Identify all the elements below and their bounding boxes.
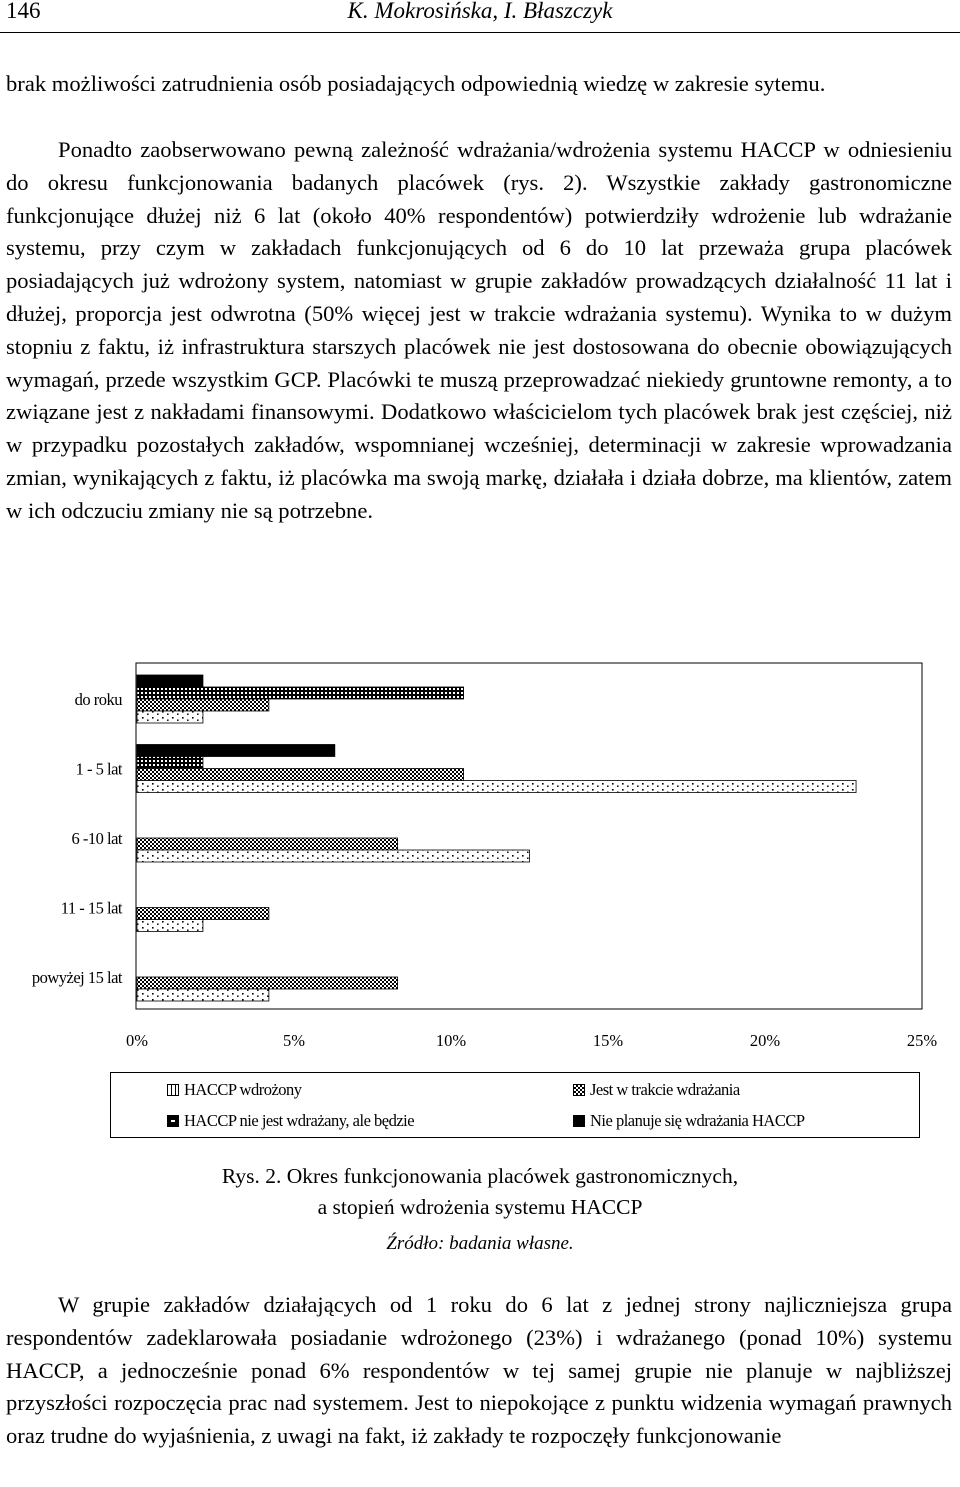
chart-legend xyxy=(110,1072,920,1138)
legend-swatch-dots xyxy=(167,1084,179,1096)
legend-item-w-trakcie xyxy=(573,1080,740,1100)
bar-grid xyxy=(137,687,464,699)
paragraph-3: W grupie zakładów działających od 1 roku do 6 lat z jednej strony najliczniejsza grupa respondentów zadeklarowała posiadanie wdrożonego (23%) i wdrażanego (ponad 10%) systemu HACCP, a jednocześnie ponad 6% respondentów w tej samej grupie nie planuje w najbliższej przyszłości rozpoczęcia prac nad systemem. Jest to niepokojące z punktu widzenia wymagań prawnych oraz trudne do wyjaśnienia, z uwagi na fakt, iż zakłady te rozpoczęły funkcjonowanie xyxy=(6,1292,952,1449)
legend-label: Nie planuje się wdrażania HACCP xyxy=(590,1111,805,1130)
category-label: do roku xyxy=(74,690,122,709)
legend-item-bedzie xyxy=(167,1111,414,1131)
running-title: K. Mokrosińska, I. Błaszczyk xyxy=(347,0,613,23)
bar-dots xyxy=(137,850,530,862)
bar-dots xyxy=(137,781,856,793)
category-label: 6 -10 lat xyxy=(71,829,122,848)
category-label: powyżej 15 lat xyxy=(31,968,122,987)
x-tick-label: 15% xyxy=(592,1031,624,1050)
legend-swatch-grid xyxy=(167,1115,179,1127)
page-number: 146 xyxy=(6,0,41,23)
legend-item-nie-planuje xyxy=(573,1111,805,1131)
bar-crosshatch xyxy=(137,769,464,781)
bar-crosshatch xyxy=(137,838,398,850)
legend-item-wdrozony xyxy=(167,1080,302,1100)
bar-solid xyxy=(137,745,335,757)
bar-crosshatch xyxy=(137,699,269,711)
bar-solid xyxy=(137,675,203,687)
bar-crosshatch xyxy=(137,977,398,989)
legend-swatch-solid xyxy=(573,1115,585,1127)
bar-dots xyxy=(137,989,269,1001)
x-tick-label: 20% xyxy=(749,1031,781,1050)
page-header xyxy=(0,0,960,33)
figure-source: Źródło: badania własne. xyxy=(386,1233,574,1254)
category-label: 1 - 5 lat xyxy=(75,759,122,779)
bar-dots xyxy=(137,711,203,723)
x-tick-label: 10% xyxy=(435,1031,467,1050)
legend-swatch-crosshatch xyxy=(573,1084,585,1096)
x-tick-label: 0% xyxy=(126,1031,148,1050)
bar-grid xyxy=(137,757,203,769)
legend-label: Jest w trakcie wdrażania xyxy=(590,1080,740,1099)
figure-caption-line2: a stopień wdrożenia systemu HACCP xyxy=(317,1195,643,1219)
bar-crosshatch xyxy=(137,908,269,920)
bar-dots xyxy=(137,920,203,932)
legend-label: HACCP nie jest wdrażany, ale będzie xyxy=(184,1111,415,1130)
paragraph-1: brak możliwości zatrudnienia osób posiadających odpowiednią wiedzę w zakresie sytemu. xyxy=(6,71,826,96)
x-tick-label: 5% xyxy=(283,1031,305,1050)
plot-area xyxy=(136,663,922,1009)
legend-label: HACCP wdrożony xyxy=(184,1080,302,1099)
paragraph-2: Ponadto zaobserwowano pewną zależność wdrażania/wdrożenia systemu HACCP w odniesieniu do okresu funkcjonowania badanych placówek (rys. 2). Wszystkie zakłady gastronomiczne funkcjonujące dłużej niż 6 lat (około 40% respondentów) potwierdziły wdrożenie lub wdrażanie systemu, przy czym w zakładach funkcjonujących od 6 do 10 lat przeważa grupa placówek posiadających już wdrożony system, natomiast w grupie zakładów prowadzących działalność 11 lat i dłużej, proporcja jest odwrotna (50% więcej jest w trakcie wdrażania systemu). Wynika to w dużym stopniu z faktu, iż infrastruktura starszych placówek nie jest dostosowana do obecnie obowiązujących wymagań, przede wszystkim GCP. Placówki te muszą przeprowadzać niekiedy gruntowne remonty, a to związane jest z nakładami finansowymi. Dodatkowo właścicielom tych placówek brak jest częściej, niż w przypadku pozostałych zakładów, wspomnianej wcześniej, determinacji w zakresie wprowadzania zmian, wynikających z faktu, iż placówka ma swoją markę, działała i działa dobrze, ma klientów, zatem w ich odczuciu zmiany nie są potrzebne. xyxy=(6,137,952,523)
x-tick-label: 25% xyxy=(906,1031,938,1050)
category-label: 11 - 15 lat xyxy=(60,898,122,918)
figure-caption-line1: Rys. 2. Okres funkcjonowania placówek gastronomicznych, xyxy=(221,1164,739,1188)
